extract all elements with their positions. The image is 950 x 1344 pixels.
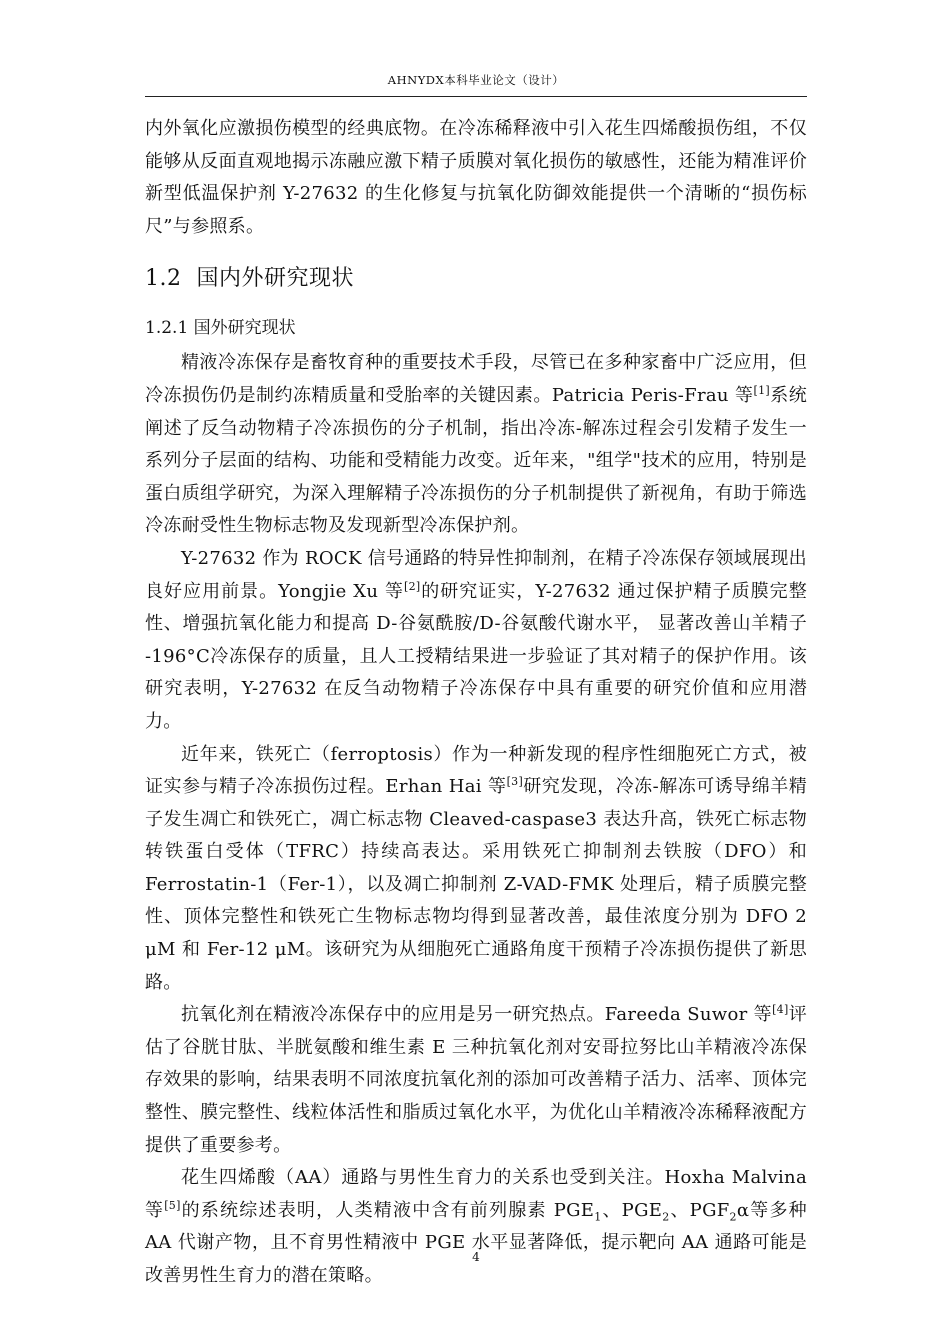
paragraph-1: [145, 347, 807, 543]
citation-ref: [5]: [164, 1198, 181, 1212]
paragraph-text: Y-27632 作为 ROCK 信号通路的特异性抑制剂，在精子冷冻保存领域展现出良好应用前景。Yongjie Xu 等: [145, 547, 807, 602]
paragraph-3: [145, 739, 807, 1000]
page-number: 4: [472, 1250, 480, 1264]
page-header: AHNYDX本科毕业论文（设计）: [387, 73, 565, 87]
subsection-number: 1.2.1: [145, 318, 189, 339]
section-title: 国内外研究现状: [196, 266, 355, 292]
section-heading: [145, 261, 807, 297]
subscript: 2: [729, 1210, 737, 1224]
page-body: [145, 113, 807, 1293]
paragraph-text: 系统阐述了反刍动物精子冷冻损伤的分子机制，指出冷冻-解冻过程会引发精子发生一系列分子层面的结构、功能和受精能力改变。近年来，"组学"技术的应用，特别是蛋白质组学研究，为深入理解精子冷冻损伤的分子机制提供了新视角，有助于筛选冷冻耐受性生物标志物及发现新型冷冻保护剂。: [145, 384, 807, 537]
section-number: 1.2: [145, 266, 182, 292]
paragraph-text: 抗氧化剂在精液冷冻保存中的应用是另一研究热点。Fareeda Suwor 等: [181, 1004, 773, 1026]
paragraph-text: α等多种 AA 代谢产物，且不育男性精液中 PGE 水平显著降低，提示靶向 AA 通路可能是改善男性生育力的潜在策略。: [145, 1199, 807, 1286]
subsection-heading: [145, 313, 807, 343]
header-rule: [145, 96, 807, 97]
paragraph-text: 花生四烯酸（AA）通路与男性生育力的关系也受到关注。Hoxha Malvina 等: [145, 1167, 807, 1221]
paragraph-text: 的研究证实，Y-27632 通过保护精子质膜完整性、增强抗氧化能力和提高 D-谷氨酰胺/D-谷氨酸代谢水平， 显著改善山羊精子 -196°C冷冻保存的质量，且人工授精结果进一步验证了其对精子的保护作用。该研究表明，Y-27632 在反刍动物精子冷冻保存中具有重要的研究价值和应用潜力。: [145, 580, 807, 732]
paragraph-5: [145, 1162, 807, 1292]
citation-ref: [4]: [772, 1003, 789, 1017]
intro-paragraph: 内外氧化应激损伤模型的经典底物。在冷冻稀释液中引入花生四烯酸损伤组，不仅能够从反面直观地揭示冻融应激下精子质膜对氧化损伤的敏感性，还能为精准评价新型低温保护剂 Y-27632 的生化修复与抗氧化防御效能提供一个清晰的“损伤标尺”与参照系。: [145, 118, 807, 237]
paragraph-text: 、PGF: [669, 1199, 730, 1221]
paragraph-text: 、PGE: [601, 1199, 663, 1221]
paragraph-text: 评估了谷胱甘肽、半胱氨酸和维生素 E 三种抗氧化剂对安哥拉努比山羊精液冷冻保存效果的影响，结果表明不同浓度抗氧化剂的添加可改善精子活力、活率、顶体完整性、膜完整性、线粒体活性和脂质过氧化水平，为优化山羊精液冷冻稀释液配方提供了重要参考。: [145, 1004, 807, 1156]
citation-ref: [1]: [753, 383, 770, 397]
paragraph-2: [145, 543, 807, 739]
paragraph-text: 的系统综述表明，人类精液中含有前列腺素 PGE: [180, 1199, 595, 1221]
subscript: 1: [594, 1210, 602, 1224]
paragraph-text: 精液冷冻保存是畜牧育种的重要技术手段，尽管已在多种家畜中广泛应用，但冷冻损伤仍是制约冻精质量和受胎率的关键因素。Patricia Peris-Frau 等: [145, 352, 807, 406]
subsection-title: 国外研究现状: [193, 318, 296, 339]
paragraph-4: [145, 999, 807, 1162]
citation-ref: [2]: [404, 579, 421, 593]
subscript: 2: [662, 1210, 670, 1224]
citation-ref: [3]: [506, 775, 524, 789]
paragraph-text: 研究发现，冷冻-解冻可诱导绵羊精子发生凋亡和铁死亡，凋亡标志物 Cleaved-caspase3 表达升高，铁死亡标志物转铁蛋白受体（TFRC）持续高表达。采用铁死亡抑制剂去铁胺（DFO）和 Ferrostatin-1（Fer-1），以及凋亡抑制剂 Z-VAD-FMK 处理后，精子质膜完整性、顶体完整性和铁死亡生物标志物均得到显著改善，最佳浓度分别为 DFO 2 μM 和 Fer-12 μM。该研究为从细胞死亡通路角度干预精子冷冻损伤提供了新思路。: [145, 776, 807, 993]
paragraph-text: 近年来，铁死亡（ferroptosis）作为一种新发现的程序性细胞死亡方式，被证实参与精子冷冻损伤过程。Erhan Hai 等: [145, 743, 807, 798]
